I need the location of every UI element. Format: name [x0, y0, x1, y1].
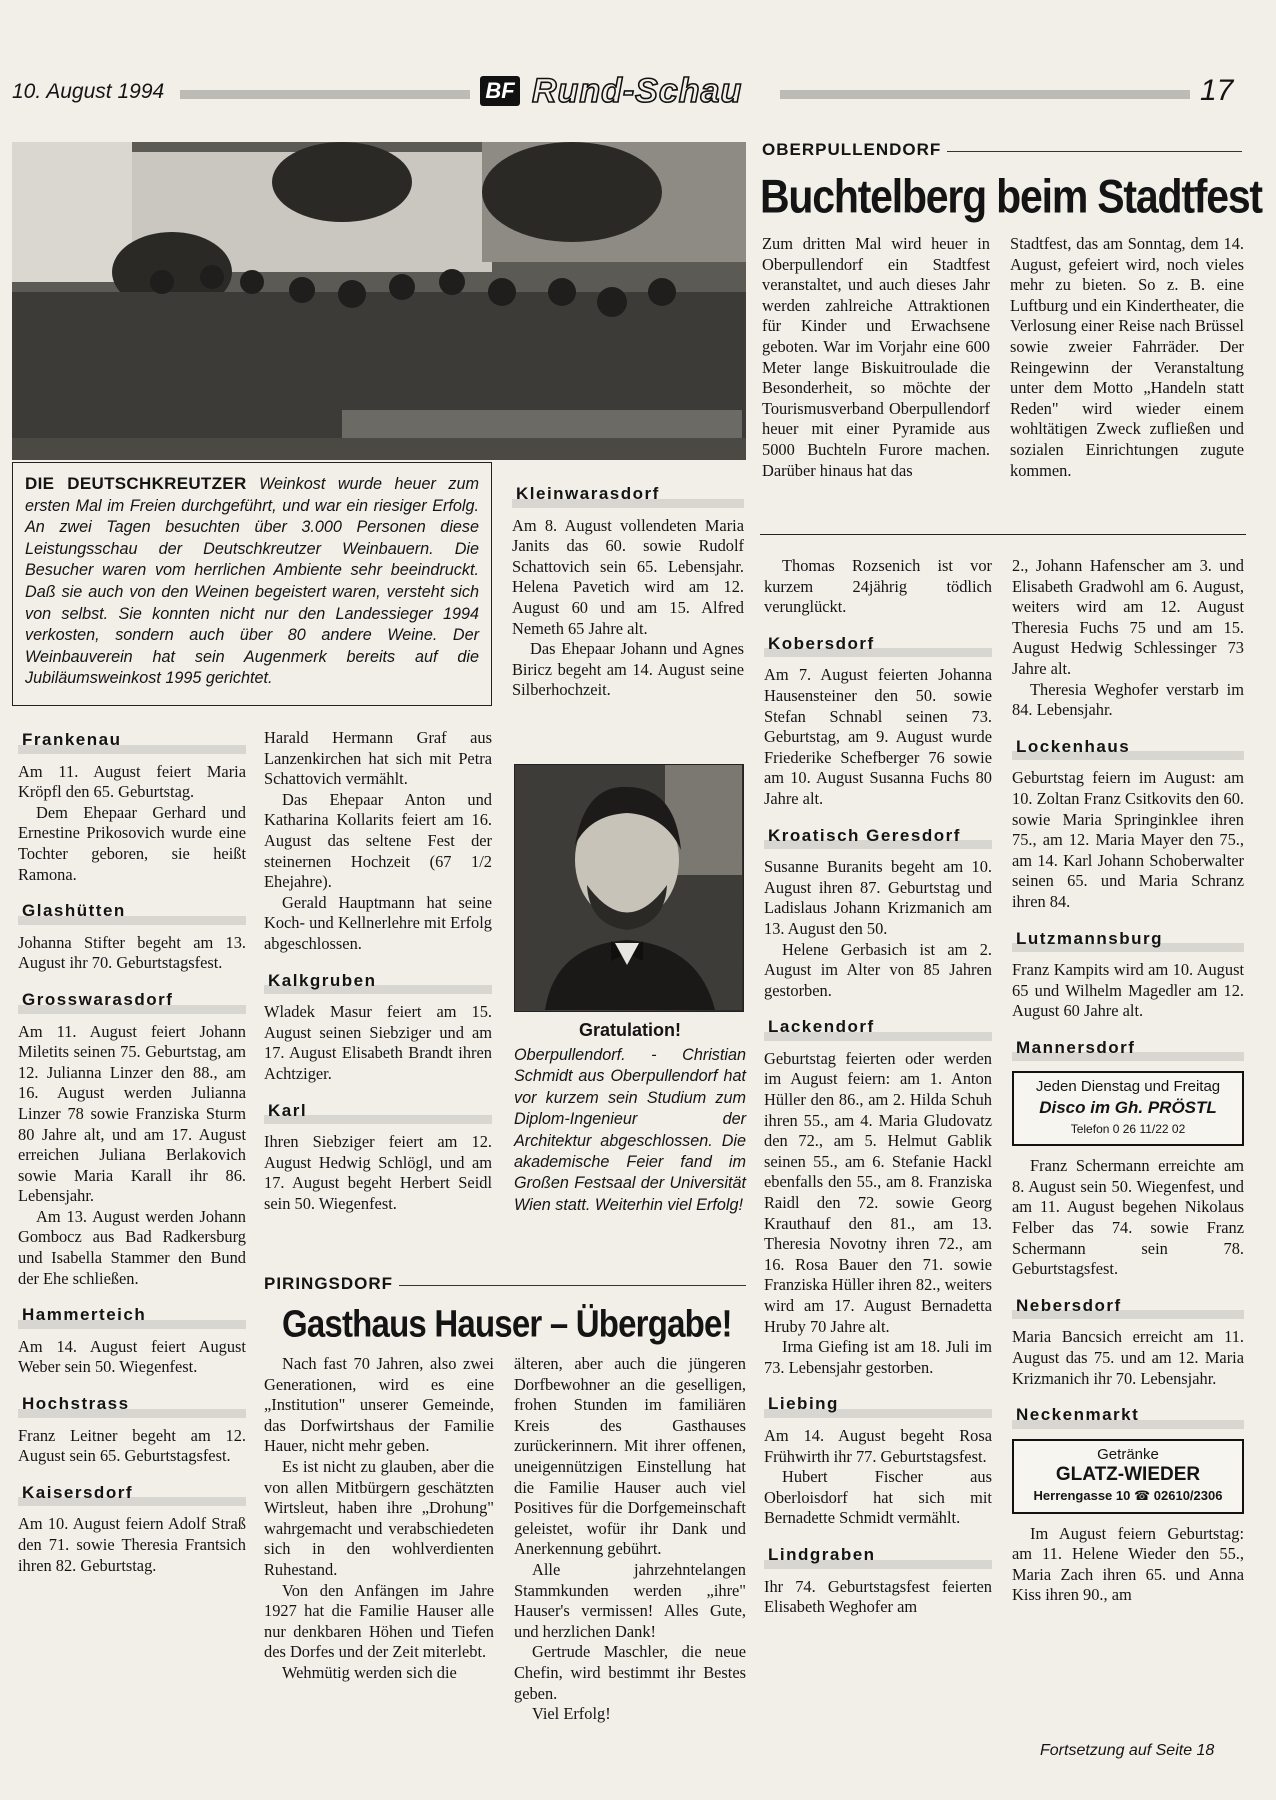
- header-rule-left: [180, 90, 470, 99]
- column-c: [512, 482, 744, 701]
- town-mannersdorf: [1012, 1036, 1244, 1062]
- town-paragraph: Das Ehepaar Anton und Katharina Kollarits feiert am 16. August das seltene Fest der steinernen Hochzeit (67 1/2 Ehejahre).: [264, 789, 492, 892]
- crowd-photo: [12, 142, 746, 460]
- town-paragraph: Johanna Stifter begeht am 13. August ihr 70. Geburtstagsfest.: [18, 932, 246, 973]
- town-heading: Hammerteich: [18, 1303, 246, 1329]
- lead-col-2: [1010, 234, 1244, 481]
- town-paragraph: Thomas Rozsenich ist vor kurzem 24jährig tödlich verunglückt.: [764, 556, 992, 617]
- town-heading: Kobersdorf: [764, 632, 992, 658]
- town-paragraph: Susanne Buranits begeht am 10. August ihren 87. Geburtstag und Ladislaus Johann Krizmanich am 13. August den 50.: [764, 857, 992, 938]
- ad-disco-line-2: Disco im Gh. PRÖSTL: [1039, 1098, 1217, 1118]
- town-glashuetten: [18, 899, 246, 974]
- town-paragraph: Am 8. August vollendeten Maria Janits das 60. sowie Rudolf Schattovich sein 65. Lebensjahr. Helena Pavetich wird am 12. August 60 und am 15. Alfred Nemeth 65 Jahre alt.: [512, 515, 744, 638]
- piringsdorf-col-1: [264, 1354, 494, 1684]
- lead-col-1-text: Zum dritten Mal wird heuer in Oberpullendorf ein Stadtfest veranstaltet, und auch dieses Jahr werden zahlreiche Attraktionen für Kinder und Erwachsene geboten. War im Vorjahr eine 600 Meter lange Biskuitroulade die Besonderheit, so möchte der Tourismusverband Oberpullendorf heuer mit einer Pyramide aus 5000 Buchteln Furore machen. Darüber hinaus hat das: [762, 234, 990, 480]
- town-heading: Nebersdorf: [1012, 1294, 1244, 1320]
- piringsdorf-paragraph: Von den Anfängen im Jahre 1927 hat die Familie Hauser alle nur denkbaren Höhen und Tiefen des Dorfes und der Zeit miterlebt.: [264, 1580, 494, 1662]
- town-paragraph: Am 13. August werden Johann Gombocz aus Bad Radkersburg und Isabella Stammer den Bund der Ehe schließen.: [18, 1206, 246, 1288]
- piringsdorf-paragraph: Viel Erfolg!: [532, 1704, 611, 1724]
- lead-bottom-rule: [760, 534, 1246, 535]
- logo-bf: BF: [480, 76, 520, 106]
- lead-col-2-text: Stadtfest, das am Sonntag, dem 14. August, gefeiert wird, noch vieles mehr zu bieten. So z. B. eine Luftburg und ein Kindertheater, die Verlosung einer Reise nach Brüssel sowie zweier Fahrräder. Der Reingewinn der Veranstaltung unter dem Motto „Handeln statt Reden" wird wieder einem wohltätigen Zweck zufließen und sozialen Einrichtungen zugute kommen.: [1010, 234, 1244, 480]
- town-heading: Karl: [264, 1099, 492, 1125]
- town-paragraph: Franz Schermann erreichte am 8. August sein 50. Wiegenfest, und am 11. August begehen Nikolaus Felber das 74. sowie Franz Schermann sein 78. Geburtstagsfest.: [1012, 1156, 1244, 1279]
- logo-name: Rund-Schau: [532, 72, 743, 110]
- portrait-image: [515, 765, 742, 1010]
- town-paragraph: Wladek Masur feiert am 15. August seinen Siebziger und am 17. August Elisabeth Brandt ihren Achtziger.: [264, 1002, 492, 1083]
- town-paragraph: Am 11. August feiert Johann Miletits seinen 75. Geburtstag, am 12. Julianna Linzer den 88., am 16. August werden Julianna Linzer 78 sowie Franziska Sturm 80 Jahre alt, und am 17. August erreichen Juliana Berlakovich sowie Maria Karall ihr 86. Lebensjahr.: [18, 1021, 246, 1206]
- town-paragraph: Irma Giefing ist am 18. Juli im 73. Lebensjahr gestorben.: [764, 1337, 992, 1377]
- town-heading: Kroatisch Geresdorf: [764, 824, 992, 850]
- town-paragraph: Hubert Fischer aus Oberloisdorf hat sich mit Bernadette Schmidt vermählt.: [764, 1467, 992, 1528]
- town-heading: Hochstrass: [18, 1392, 246, 1418]
- town-heading: Lackendorf: [764, 1015, 992, 1041]
- town-neckenmarkt: [1012, 1403, 1244, 1429]
- town-grosswarasdorf: [18, 988, 246, 1289]
- portrait-caption-title: Gratulation!: [579, 1020, 681, 1040]
- town-paragraph: Geburtstag feierten oder werden im August feiern: am 1. Anton Hüller den 86., am 2. Hilda Schuh ihren 55., am 4. Maria Gludovatz den 72., am 5. Helmut Gablik seinen 55., am 6. Stefanie Hackl ebenfalls den 55., am 8. Franziska Raidl den 72. sowie Georg Krauthauf den 81., am 13. Theresia Novotny ihren 72., am 16. Rosa Bauer den 71. sowie Franziska Hüller ihren 82., weiters wird am 17. August Bernadetta Hruby 70 Jahre alt.: [764, 1048, 992, 1336]
- town-paragraph: Ihren Siebziger feiert am 12. August Hedwig Schlögl, und am 17. August begeht Herbert Seidl sein 50. Wiegenfest.: [264, 1132, 492, 1213]
- town-heading: Mannersdorf: [1012, 1036, 1244, 1062]
- town-heading: Frankenau: [18, 728, 246, 754]
- town-paragraph: Am 10. August feiern Adolf Straß den 71. sowie Theresia Frantsich ihren 82. Geburtstag.: [18, 1514, 246, 1575]
- town-paragraph: Theresia Weghofer verstarb im 84. Lebensjahr.: [1012, 679, 1244, 720]
- piringsdorf-paragraph: Alle jahrzehntelangen Stammkunden werden „ihre" Hauser's vermissen! Alles Gute, und herzlichen Dank!: [514, 1559, 746, 1641]
- continuation-note: Fortsetzung auf Seite 18: [1040, 1742, 1215, 1759]
- column-d: [764, 556, 992, 1618]
- lead-headline: Buchtelberg beim Stadtfest: [760, 170, 1262, 223]
- piringsdorf-paragraph: Wehmütig werden sich die: [282, 1662, 457, 1682]
- town-paragraph: Ihr 74. Geburtstagsfest feierten Elisabeth Weghofer am: [764, 1576, 992, 1617]
- header-rule-right: [780, 90, 1190, 99]
- town-paragraph: Franz Kampits wird am 10. August 65 und Wilhelm Magedler am 12. August 60 Jahre alt.: [1012, 960, 1244, 1021]
- town-continued: [764, 556, 992, 618]
- ad-glatz-line-3: Herrengasse 10 ☎ 02610/2306: [1033, 1487, 1223, 1503]
- town-lutzmannsburg: [1012, 927, 1244, 1022]
- crowd-photo-caption-box: [12, 462, 492, 706]
- ad-glatz-line-1: Getränke: [1097, 1445, 1159, 1463]
- town-kleinwarasdorf: [512, 482, 744, 701]
- crowd-photo-caption: [25, 473, 479, 690]
- caption-title: DIE DEUTSCHKREUTZER: [25, 474, 247, 493]
- town-frankenau: [18, 728, 246, 885]
- town-paragraph: Geburtstag feiern im August: am 10. Zoltan Franz Csitkovits den 60. sowie Maria Springinklee ihren 75., am 12. Maria Mayer den 75., am 14. Karl Johann Schoberwalter seinen 65. und Maria Schranz ihren 84.: [1012, 768, 1244, 911]
- town-paragraph: Im August feiern Geburtstag: am 11. Helene Wieder den 55., Maria Zach ihren 65. und Anna Kiss ihren 90., am: [1012, 1523, 1244, 1605]
- page-number: 17: [1200, 74, 1234, 107]
- town-paragraph: Am 11. August feiert Maria Kröpfl den 65. Geburtstag.: [18, 761, 246, 802]
- town-paragraph: Dem Ehepaar Gerhard und Ernestine Prikosovich wurde eine Tochter geboren, sie heißt Ramona.: [18, 802, 246, 884]
- issue-date: 10. August 1994: [12, 80, 165, 103]
- town-karl: [264, 1099, 492, 1215]
- town-continued: [264, 728, 492, 955]
- column-b: [264, 728, 492, 1214]
- portrait-caption-text: Oberpullendorf. - Christian Schmidt aus Oberpullendorf hat vor kurzem sein Studium zum Diplom-Ingenieur der Architektur abgeschlossen. Die akademische Feier fand im Großen Festsaal der Universität Wien statt. Weiterhin viel Erfolg!: [514, 1046, 746, 1214]
- town-continued: [1012, 1524, 1244, 1606]
- portrait-caption: [514, 1020, 746, 1216]
- town-paragraph: Harald Hermann Graf aus Lanzenkirchen hat sich mit Petra Schattovich vermählt.: [264, 728, 492, 789]
- crowd-photo-image: [12, 142, 746, 460]
- page-header: [0, 70, 1276, 110]
- town-kroatisch-geresdorf: [764, 824, 992, 1002]
- town-heading: Grosswarasdorf: [18, 988, 246, 1014]
- town-lockenhaus: [1012, 735, 1244, 913]
- town-lindgraben: [764, 1543, 992, 1618]
- column-e: [1012, 556, 1244, 1606]
- town-paragraph: 2., Johann Hafenscher am 3. und Elisabeth Gradwohl am 6. August, weiters wird am 12. August Theresia Fuchs 75 und am 15. August Hedwig Schlessinger 73 Jahre alt.: [1012, 556, 1244, 678]
- ad-disco-proestl: [1012, 1071, 1244, 1146]
- ad-glatz-wieder: [1012, 1439, 1244, 1514]
- town-paragraph: Maria Bancsich erreicht am 11. August das 75. und am 12. Maria Krizmanich ihr 70. Lebensjahr.: [1012, 1327, 1244, 1388]
- town-heading: Glashütten: [18, 899, 246, 925]
- town-heading: Kaisersdorf: [18, 1481, 246, 1507]
- town-kalkgruben: [264, 969, 492, 1085]
- piringsdorf-kicker: PIRINGSDORF: [264, 1274, 399, 1293]
- portrait-photo: [514, 764, 744, 1012]
- town-paragraph: Am 14. August feiert August Weber sein 50. Wiegenfest.: [18, 1336, 246, 1377]
- lead-kicker-row: [762, 140, 1242, 162]
- town-nebersdorf: [1012, 1294, 1244, 1389]
- caption-text: Weinkost wurde heuer zum ersten Mal im Freien durchgeführt, und war ein riesiger Erfolg. An zwei Tagen besuchten über 3.000 Personen diese Leistungsschau der Deutschkreutzer Weinbauern. Die Besucher waren vom herrlichen Ambiente sehr beeindruckt. Daß sie auch von den Weinen begeistert waren, versteht sich von selbst. Sie konnten nicht nur den Landessieger 1994 verkosten, sondern auch über 80 andere Weine. Der Weinbauverein hat sein Augenmerk bereits auf die Jubiläumsweinkost 1995 gerichtet.: [25, 475, 479, 688]
- ad-disco-line-1: Jeden Dienstag und Freitag: [1035, 1078, 1221, 1096]
- piringsdorf-paragraph: älteren, aber auch die jüngeren Dorfbewohner an die geselligen, frohen Stunden im familiären Kreis des Gasthauses zurückerinnern. Mit ihrer offenen, uneigennützigen Einstellung hat die Familie Hauser auch viel Positives für die Dorfgemeinschaft geleistet, wofür ihr Dank und Anerkennung gebührt.: [514, 1354, 746, 1559]
- town-heading: Kalkgruben: [264, 969, 492, 995]
- town-kobersdorf: [764, 632, 992, 810]
- town-continued: [1012, 556, 1244, 721]
- town-hochstrass: [18, 1392, 246, 1467]
- piringsdorf-kicker-row: [264, 1274, 746, 1296]
- lead-col-1: [762, 234, 990, 481]
- town-paragraph: Am 7. August feierten Johanna Hausensteiner den 50. sowie Stefan Schnabl seinen 73. Geburtstag, am 9. August wurde Friederike Schefberger 76 sowie am 10. August Susanna Fuchs 80 Jahre alt.: [764, 665, 992, 808]
- ad-glatz-line-2: GLATZ-WIEDER: [1055, 1464, 1201, 1486]
- piringsdorf-headline: Gasthaus Hauser – Übergabe!: [282, 1302, 732, 1345]
- town-heading: Lindgraben: [764, 1543, 992, 1569]
- town-paragraph: Gerald Hauptmann hat seine Koch- und Kellnerlehre mit Erfolg abgeschlossen.: [264, 892, 492, 953]
- ad-disco-line-3: Telefon 0 26 11/22 02: [1070, 1121, 1186, 1136]
- town-heading: Lutzmannsburg: [1012, 927, 1244, 953]
- piringsdorf-paragraph: Nach fast 70 Jahren, also zwei Generationen, wird es eine „Institution" unserer Gemeinde, das Dorfwirtshaus der Familie Hauer, nicht mehr geben.: [264, 1354, 494, 1456]
- town-heading: Lockenhaus: [1012, 735, 1244, 761]
- town-paragraph: Helene Gerbasich ist am 2. August im Alter von 85 Jahren gestorben.: [764, 939, 992, 1000]
- piringsdorf-paragraph: Gertrude Maschler, die neue Chefin, wird bestimmt ihr Bestes geben.: [514, 1642, 746, 1703]
- town-continued: [1012, 1156, 1244, 1280]
- town-liebing: [764, 1392, 992, 1529]
- lead-kicker: OBERPULLENDORF: [762, 140, 947, 159]
- piringsdorf-col-2: [514, 1354, 746, 1725]
- town-hammerteich: [18, 1303, 246, 1378]
- town-lackendorf: [764, 1015, 992, 1378]
- piringsdorf-paragraph: Es ist nicht zu glauben, aber die von allen Mitbürgern geschätzten Wirtsleut, haben ihre „Drohung" wahrgemacht und verabschiedeten sich in den wohlverdienten Ruhestand.: [264, 1456, 494, 1579]
- column-a: [18, 728, 246, 1576]
- town-kaisersdorf: [18, 1481, 246, 1576]
- town-paragraph: Am 14. August begeht Rosa Frühwirth ihr 77. Geburtstagsfest.: [764, 1425, 992, 1466]
- town-heading: Neckenmarkt: [1012, 1403, 1244, 1429]
- town-heading: Kleinwarasdorf: [512, 482, 744, 508]
- town-heading: Liebing: [764, 1392, 992, 1418]
- town-paragraph: Franz Leitner begeht am 12. August sein 65. Geburtstagsfest.: [18, 1425, 246, 1466]
- town-paragraph: Das Ehepaar Johann und Agnes Biricz begeht am 14. August seine Silberhochzeit.: [512, 639, 744, 700]
